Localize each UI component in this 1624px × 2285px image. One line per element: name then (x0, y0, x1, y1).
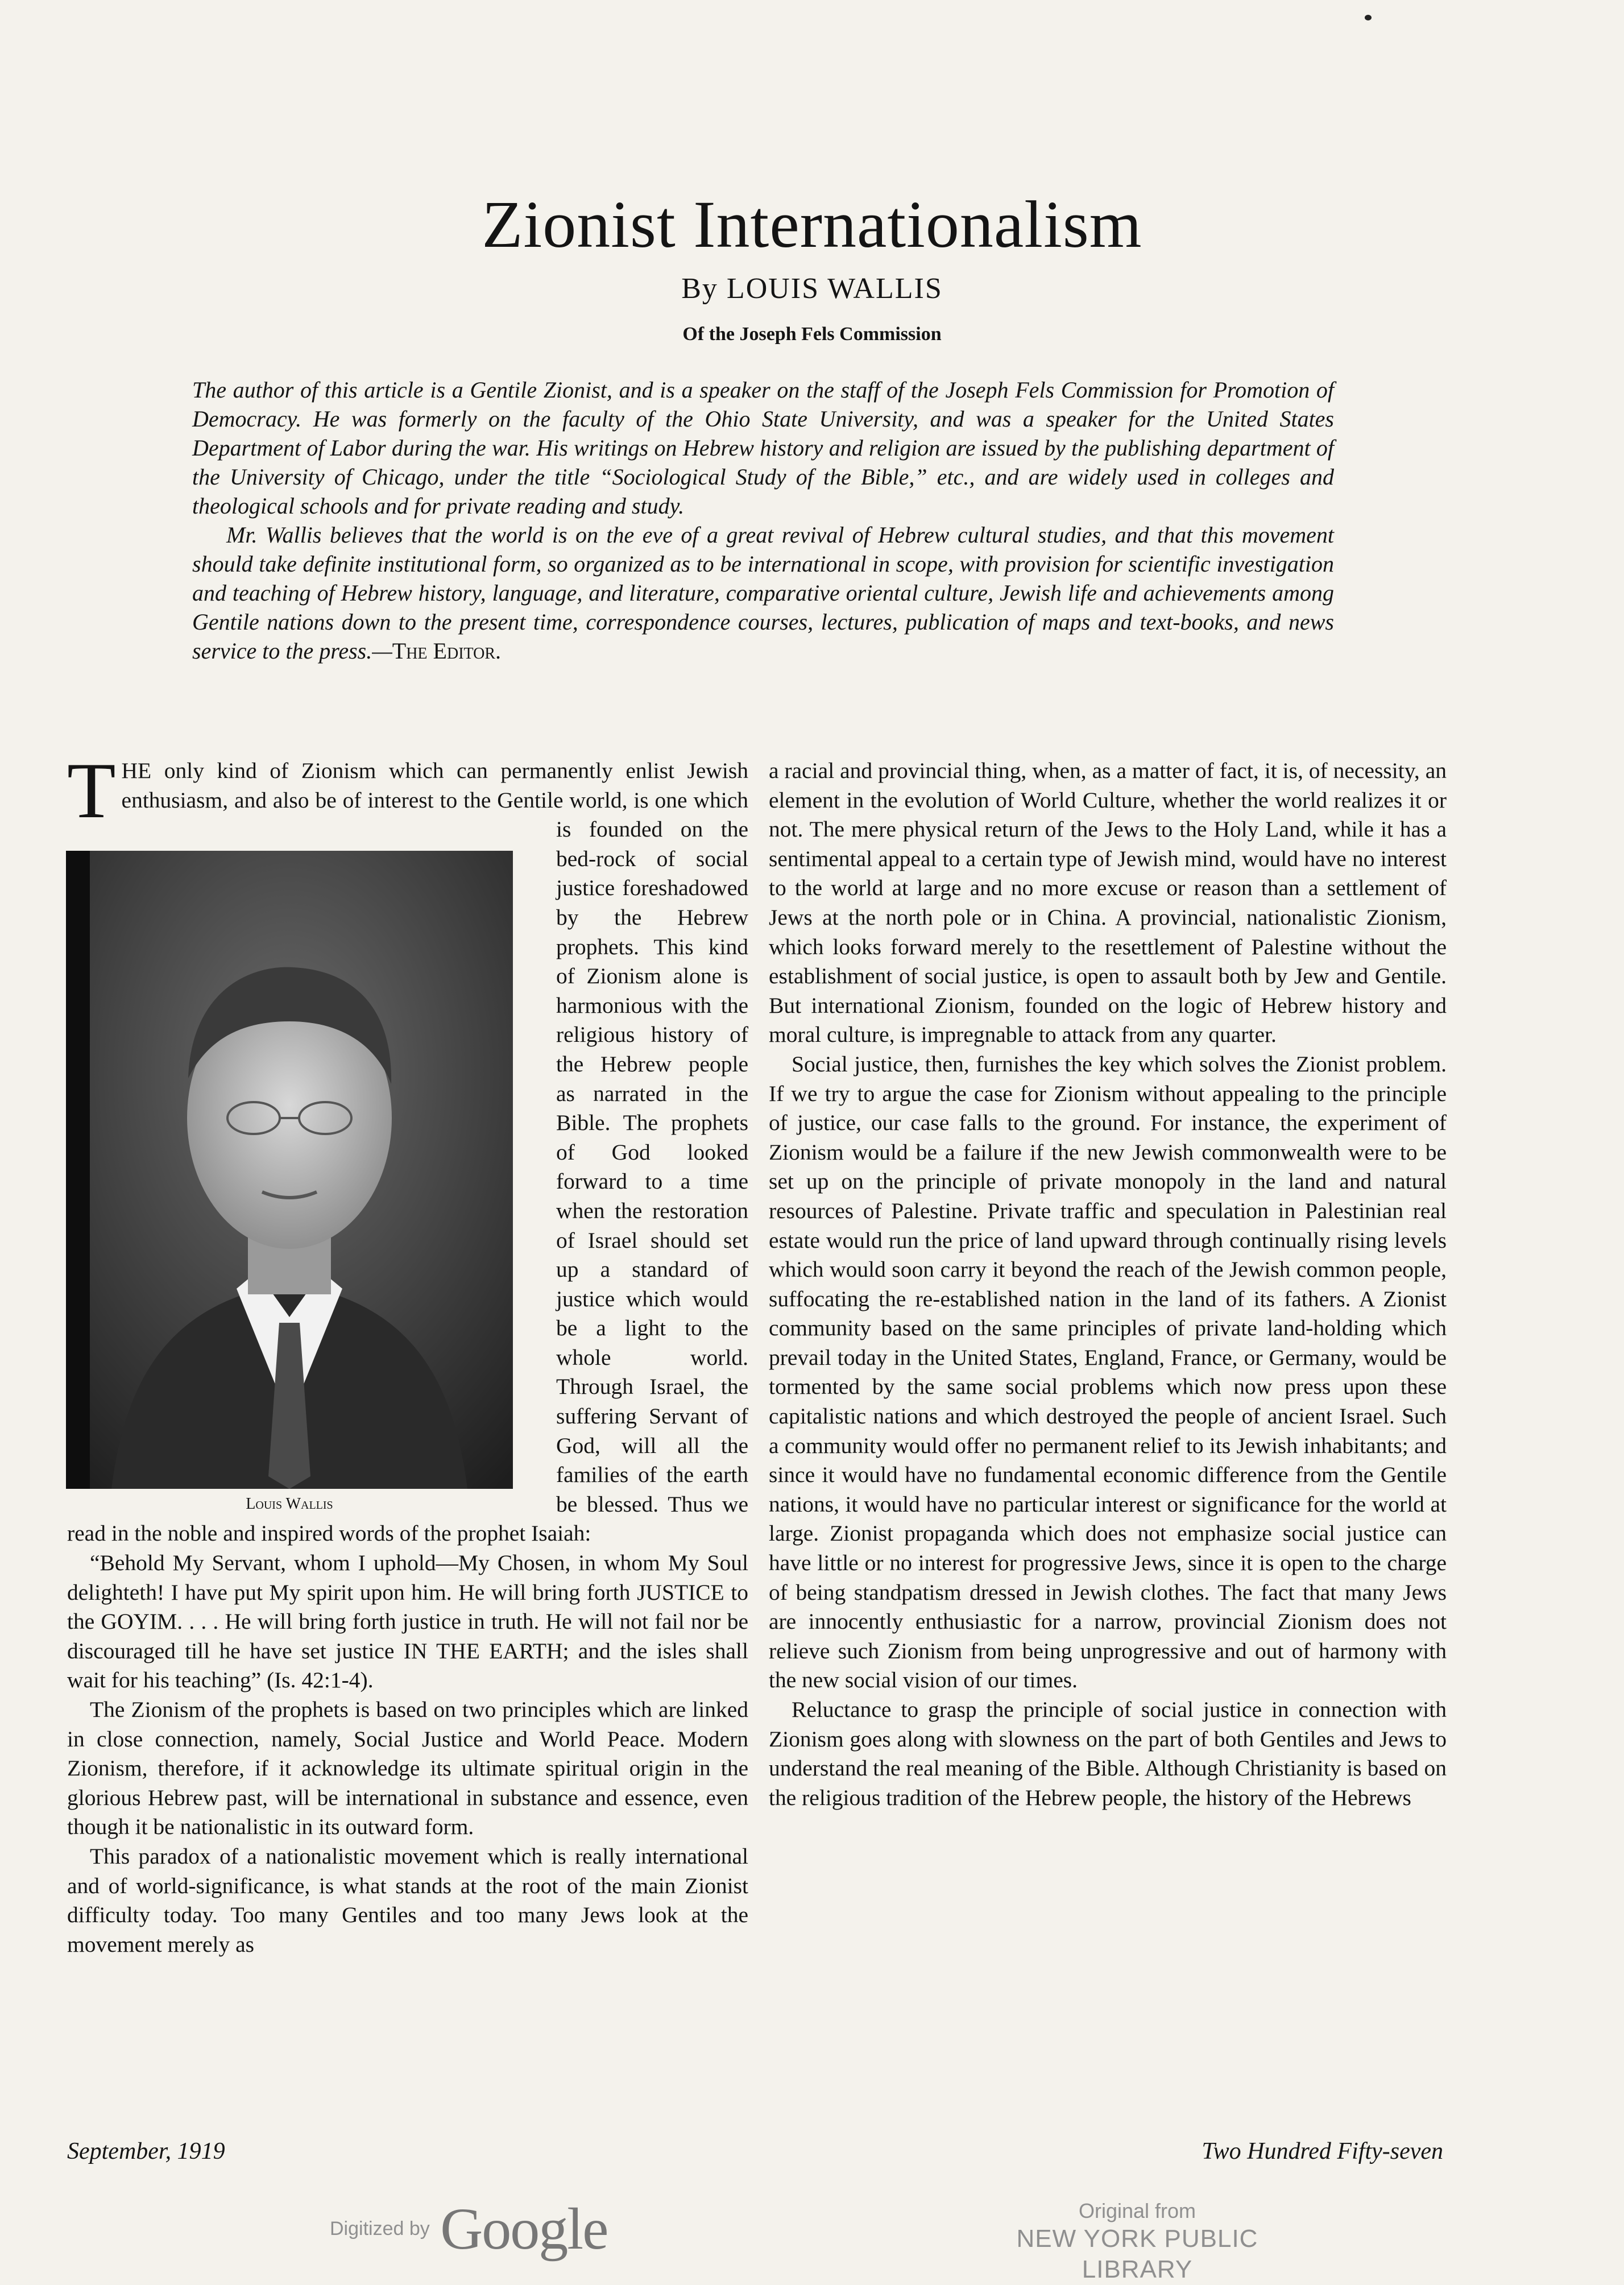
portrait-illustration (66, 851, 513, 1489)
google-logo: Google (440, 2196, 608, 2262)
ink-speck (1365, 15, 1372, 20)
left-column (67, 747, 748, 1959)
photo-caption: Louis Wallis (246, 1495, 333, 1513)
digitized-by-watermark (330, 2195, 607, 2263)
author-photo-block (66, 822, 528, 1513)
article-title: Zionist Internationalism (482, 187, 1142, 262)
editor-introduction (192, 375, 1334, 665)
body-paragraph: The Zionism of the prophets is based on two principles which are linked in close connection, namely, Social Justice and World Peace. Modern Zionism, therefore, if it acknowledge its ultimate spiritual origin in the glorious Hebrew past, will be international in substance and essence, even though it be nationalistic in its outward form. (67, 1697, 748, 1840)
page-number: Two Hundred Fifty-seven (1202, 2138, 1443, 2164)
editor-signature: The Editor. (392, 638, 502, 664)
intro-paragraph (192, 520, 1334, 665)
source-library-watermark (972, 2199, 1302, 2285)
scripture-quote: “Behold My Servant, whom I uphold—My Chosen, in whom My Soul delighteth! I have put My spirit upon him. He will bring forth JUSTICE to the GOYIM. . . . He will bring forth justice in truth. He will not fail nor be discouraged till he have set justice IN THE EARTH; and the isles shall wait for his teaching” (Is. 42:1-4). (67, 1550, 748, 1693)
body-paragraph: Social justice, then, furnishes the key which solves the Zionist problem. If we try to argue the case for Zionism without appealing to the principle of justice, our case falls to the ground. For instance, the experiment of Zionism would be a failure if the new Jewish commonwealth were to be set up on the principle of private monopoly in the land and natural resources of Palestine. Private traffic and speculation in Palestinian real estate would run the price of land upward through continually rising levels which would soon carry it beyond the reach of the Jewish common people, suffocating the re-established nation in the land of its fathers. A Zionist community based on the same principles of private land-holding which prevail today in the United States, England, France, or Germany, would be tormented by the same social problems which now press upon these capitalistic nations and which destroyed the people of ancient Israel. Such a community would offer no permanent relief to its Jewish inhabitants; and since it would have no fundamental economic difference from the Gentile nations, it would have no particular interest or significance for the world at large. Zionist propaganda which does not emphasize social justice can have little or no interest for progressive Jews, since it is open to the charge of being standpatism dressed in Jewish clothes. The fact that many Jews are innocently enthusiastic for a narrow, provincial Zionism does not relieve such Zionism from being unprogressive and out of harmony with the new social vision of our times. (769, 1051, 1447, 1693)
body-paragraph: This paradox of a nationalistic movement which is really international and of world-significance, is what stands at the root of the main Zionist difficulty today. Too many Gentiles and too many Jews look at the movement merely as (67, 1843, 748, 1957)
issue-date: September, 1919 (67, 2138, 225, 2164)
digitized-label: Digitized by (330, 2218, 430, 2240)
original-from-label: Original from (1078, 2199, 1196, 2222)
intro-text: Mr. Wallis believes that the world is on the eve of a great revival of Hebrew cultural studies, and that this movement should take definite institutional form, so organized as to be international in scope, with provision for scientific investigation and teaching of Hebrew history, language, and literature, comparative oriental culture, Jewish life and achievements among Gentile nations down to the present time, correspondence courses, lectures, publication of maps and text-books, and news service to the press.— (192, 522, 1334, 664)
library-name: NEW YORK PUBLIC LIBRARY (1016, 2225, 1258, 2283)
right-column (769, 756, 1447, 1812)
drop-cap: T (67, 747, 116, 835)
intro-paragraph: The author of this article is a Gentile Zionist, and is a speaker on the staff of the Joseph Fels Commission for Promotion of Democracy. He was formerly on the faculty of the Ohio State University, and was a speaker for the United States Department of Labor during the war. His writings on Hebrew history and religion are issued by the publishing department of the University of Chicago, under the title “Sociological Study of the Bible,” etc., and are widely used in colleges and theological schools and for private reading and study. (192, 377, 1334, 519)
body-paragraph: Reluctance to grasp the principle of social justice in connection with Zionism goes along with slowness on the part of both Gentiles and Jews to understand the real meaning of the Bible. Although Christianity is based on the religious tradition of the Hebrew people, the history of the Hebrews (769, 1697, 1447, 1810)
body-paragraph: HE only kind of Zionism which can permanently enlist Jewish enthusiasm, and also be of interest to the Gentile world, is one which is founded on the bed-rock of social justice foreshadowed by the Hebrew prophets. This kind of Zionism alone is harmonious with the religious history of the Hebrew people as narrated in the Bible. The prophets of God looked forward to a time when the restoration of Israel should set up a standard of justice which would be a light to the whole world. Through Israel, the suffering Servant of God, will all the families of the earth be blessed. Thus we read in the noble and inspired words of the prophet Isaiah: (67, 758, 748, 1546)
body-paragraph: a racial and provincial thing, when, as a matter of fact, it is, of necessity, an element in the evolution of World Culture, whether the world realizes it or not. The mere physical return of the Jews to the Holy Land, while it has a sentimental appeal to a certain type of Jewish mind, would have no interest to the world at large and no more excuse or reason than a settlement of Jews at the north pole or in China. A provincial, nationalistic Zionism, which looks forward merely to the resettlement of Palestine without the establishment of social justice, is open to assault both by Jew and Gentile. But international Zionism, founded on the logic of Hebrew history and moral culture, is impregnable to attack from any quarter. (769, 758, 1447, 1048)
author-affiliation: Of the Joseph Fels Commission (682, 324, 942, 345)
author-portrait-image (66, 851, 513, 1489)
article-byline: By LOUIS WALLIS (681, 272, 943, 305)
